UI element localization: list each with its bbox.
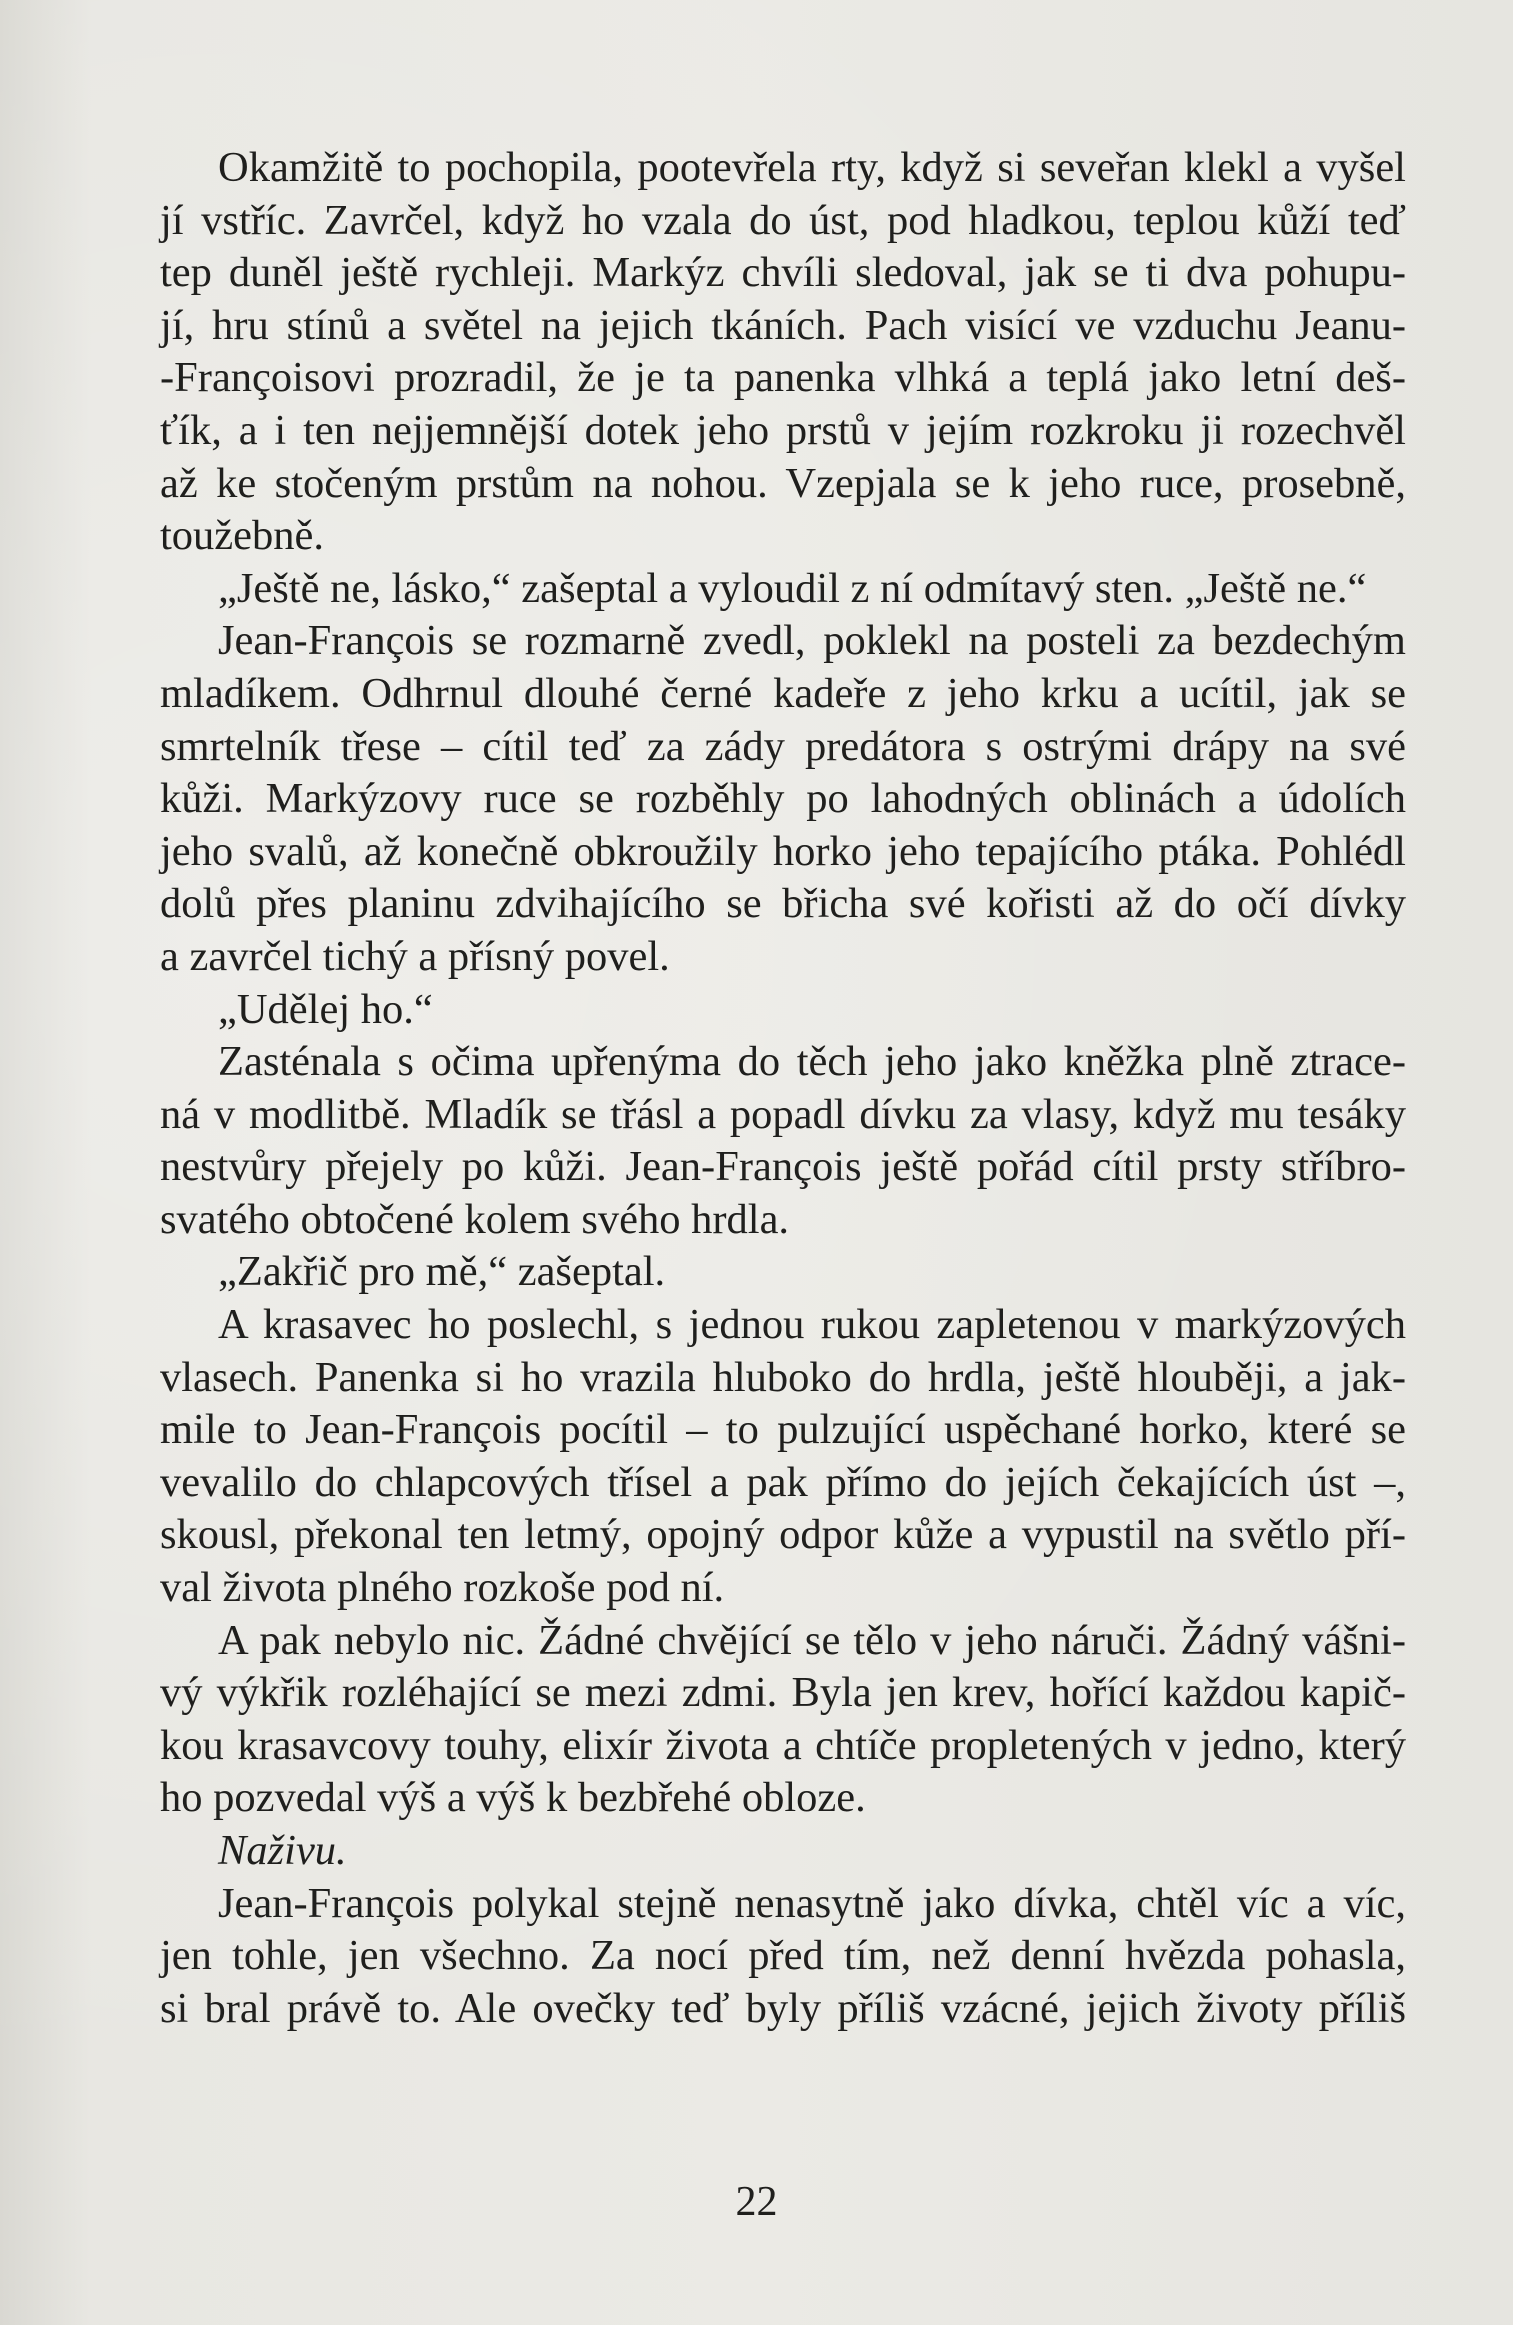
text-line: jen tohle, jen všechno. Za nocí před tím, než denní hvězda pohasla, — [160, 1932, 1406, 1980]
text-line: jí vstříc. Zavrčel, když ho vzala do úst, pod hladkou, teplou kůží teď — [160, 196, 1406, 244]
text-line: si bral právě to. Ale ovečky teď byly příliš vzácné, jejich životy příliš — [160, 1984, 1406, 2032]
text-line: „Zakřič pro mě,“ zašeptal. — [218, 1248, 666, 1296]
text-line: toužebně. — [160, 512, 325, 560]
text-line: kůži. Markýzovy ruce se rozběhly po lahodných oblinách a údolích — [160, 775, 1406, 823]
text-line: ťík, a i ten nejjemnější dotek jeho prstů v jejím rozkroku ji rozechvěl — [160, 406, 1406, 454]
text-line: vlasech. Panenka si ho vrazila hluboko do hrdla, ještě hlouběji, a jak- — [160, 1353, 1406, 1401]
text-line: -Françoisovi prozradil, že je ta panenka vlhká a teplá jako letní deš- — [160, 354, 1406, 402]
text-line: a zavrčel tichý a přísný povel. — [160, 932, 670, 980]
paragraph — [160, 1615, 1406, 1825]
text-line: svatého obtočené kolem svého hrdla. — [160, 1195, 790, 1243]
text-line: ná v modlitbě. Mladík se třásl a popadl dívku za vlasy, když mu tesáky — [160, 1090, 1406, 1138]
text-line: Jean-François se rozmarně zvedl, poklekl na posteli za bezdechým — [218, 617, 1406, 665]
text-line: jeho svalů, až konečně obkroužily horko jeho tepajícího ptáka. Pohlédl — [160, 827, 1406, 875]
paragraph — [160, 1825, 1406, 1878]
text-line: jí, hru stínů a světel na jejich tkáních. Pach visící ve vzduchu Jeanu- — [160, 301, 1406, 349]
text-line: vevalilo do chlapcových třísel a pak přímo do jejích čekajících úst –, — [160, 1458, 1406, 1506]
paragraph — [160, 563, 1406, 616]
paragraph — [160, 615, 1406, 983]
paragraph — [160, 142, 1406, 563]
text-line: mile to Jean-François pocítil – to pulzující uspěchané horko, které se — [160, 1406, 1406, 1454]
body-text — [160, 142, 1406, 2035]
text-line: A pak nebylo nic. Žádné chvějící se tělo v jeho náruči. Žádný vášni- — [218, 1616, 1406, 1664]
text-line: Naživu. — [218, 1827, 347, 1874]
text-line: mladíkem. Odhrnul dlouhé černé kadeře z jeho krku a ucítil, jak se — [160, 669, 1406, 717]
text-line: „Ještě ne, lásko,“ zašeptal a vyloudil z ní odmítavý sten. „Ještě ne.“ — [218, 564, 1367, 612]
text-line: až ke stočeným prstům na nohou. Vzepjala se k jeho ruce, prosebně, — [160, 459, 1406, 507]
text-line: Jean-François polykal stejně nenasytně jako dívka, chtěl víc a víc, — [218, 1879, 1406, 1927]
text-line: skousl, překonal ten letmý, opojný odpor kůže a vypustil na světlo pří- — [160, 1511, 1406, 1559]
text-line: Okamžitě to pochopila, pootevřela rty, když si seveřan klekl a vyšel — [218, 144, 1406, 191]
text-line: kou krasavcovy touhy, elixír života a chtíče propletených v jedno, který — [160, 1721, 1406, 1769]
paragraph — [160, 1036, 1406, 1246]
paragraph — [160, 1878, 1406, 2036]
text-line: nestvůry přejely po kůži. Jean-François ještě pořád cítil prsty stříbro- — [160, 1143, 1406, 1191]
text-line: val života plného rozkoše pod ní. — [160, 1564, 725, 1612]
paragraph — [160, 1246, 1406, 1299]
text-line: Zasténala s očima upřenýma do těch jeho jako kněžka plně ztrace- — [218, 1038, 1406, 1086]
paragraph — [160, 984, 1406, 1037]
text-line: A krasavec ho poslechl, s jednou rukou zapletenou v markýzových — [218, 1301, 1406, 1349]
text-line: „Udělej ho.“ — [218, 985, 433, 1033]
text-line: smrtelník třese – cítil teď za zády predátora s ostrými drápy na své — [160, 722, 1406, 770]
text-line: tep duněl ještě rychleji. Markýz chvíli sledoval, jak se ti dva pohupu- — [160, 249, 1406, 297]
text-line: ho pozvedal výš a výš k bezbřehé obloze. — [160, 1774, 866, 1822]
page-number: 22 — [735, 2179, 778, 2225]
text-line: vý výkřik rozléhající se mezi zdmi. Byla jen krev, hořící každou kapič- — [160, 1669, 1406, 1717]
text-line: dolů přes planinu zdvihajícího se břicha své kořisti až do očí dívky — [160, 880, 1406, 928]
paragraph — [160, 1299, 1406, 1615]
